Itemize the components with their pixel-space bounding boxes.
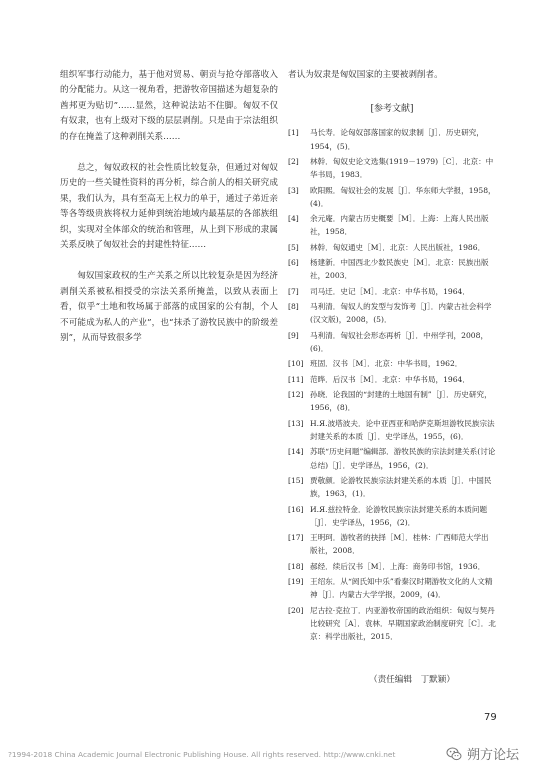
editor-credit: （责任编辑 丁默颖） — [369, 675, 455, 686]
reference-text: 马利清．匈奴社会形态再析［J］．中州学刊，2008，(6)． — [310, 330, 489, 353]
reference-number: [19] — [288, 577, 304, 587]
reference-number: [16] — [288, 504, 304, 514]
reference-number: [5] — [288, 242, 299, 252]
reference-item — [288, 531, 496, 557]
reference-text: И.Я.兹拉特金．论游牧民族宗法封建关系的本质问题［J］．史学译丛，1956，(2)． — [310, 504, 488, 527]
reference-item — [288, 256, 496, 282]
reference-number: [13] — [288, 418, 304, 428]
reference-number: [17] — [288, 533, 304, 543]
reference-number: [18] — [288, 561, 304, 571]
wechat-icon — [446, 746, 462, 762]
reference-text: 马长寿．论匈奴部落国家的奴隶制［J］．历史研究，1954，(5)． — [310, 128, 484, 151]
reference-number: [3] — [288, 185, 299, 195]
watermark-text: 朔方论坛 — [467, 748, 520, 763]
left-column — [60, 68, 278, 347]
reference-number: [9] — [288, 330, 299, 340]
reference-item — [288, 373, 496, 386]
reference-item — [288, 474, 496, 500]
reference-text: 郝经．续后汉书［M］．上海：商务印书馆，1936． — [310, 561, 486, 571]
reference-item — [288, 300, 496, 326]
references-list — [288, 126, 496, 643]
reference-item — [288, 155, 496, 181]
reference-item — [288, 575, 496, 601]
reference-text: 王明珂．游牧者的抉择［M］．桂林：广西师范大学出版社，2008． — [310, 533, 489, 556]
reference-item — [288, 126, 496, 152]
reference-text: 班固．汉书［M］．北京：中华书局，1962． — [310, 359, 463, 369]
reference-item — [288, 604, 496, 644]
reference-text: 司马迁．史记［M］．北京：中华书局，1964． — [310, 286, 470, 296]
reference-item — [288, 417, 496, 443]
reference-item — [288, 241, 496, 254]
reference-number: [2] — [288, 157, 299, 166]
reference-text: 尼古拉·克拉丁．内亚游牧帝国的政治组织：匈奴与契丹比较研究［A］．袁林．早期国家政治制度研究［C］．北京：科学出版社，2015． — [310, 605, 496, 642]
reference-text: Н.Я.波塔波夫．论中亚西亚和哈萨克斯坦游牧民族宗法封建关系的本质［J］．史学译丛，1955，(6)． — [310, 418, 495, 441]
body-paragraph: 组织军事行动能力，基于他对贸易、朝贡与抢夺部落收入的分配能力。从这一视角看，把游牧帝国描述为超复杂的酋邦更为贴切”……显然，这种说法站不住脚。匈奴不仅有奴隶，也有上级对下级的层层剥削。只是由于宗法组织的存在掩盖了这种剥削关系…… — [60, 70, 278, 142]
reference-text: 杨建新．中国西北少数民族史［M］．北京：民族出版社，2003． — [310, 258, 489, 281]
reference-number: [4] — [288, 214, 299, 224]
reference-number: [8] — [288, 302, 299, 312]
references-heading: [参考文献] — [370, 104, 414, 115]
copyright-footer: ?1994-2018 China Academic Journal Electronic Publishing House. All rights reserved. http://www.cnki.net — [8, 750, 396, 759]
body-paragraph: 者认为奴隶是匈奴国家的主要被剥削者。 — [288, 70, 443, 80]
reference-number: [11] — [288, 374, 304, 384]
reference-item — [288, 184, 496, 210]
reference-text: 余元庵．内蒙古历史概要［M］．上海：上海人民出版社，1958． — [310, 214, 489, 237]
reference-text: 欧阳熙．匈奴社会的发展［J］．华东师大学报，1958，(4)． — [310, 185, 496, 208]
reference-text: 范晔．后汉书［M］．北京：中华书局，1964． — [310, 374, 470, 384]
body-paragraph: 总之，匈奴政权的社会性质比较复杂，但通过对匈奴历史的一些关键性资料的再分析，综合前人的相关研究成果，我们认为，具有至高无上权力的单于，通过子弟近亲等各等级贵族将权力延伸到统治地域内最基层的各部族组织，实现对全体部众的统治和管理，从上到下形成的隶属关系反映了匈奴社会的封建性特征…… — [60, 163, 278, 251]
reference-number: [14] — [288, 447, 304, 457]
reference-item — [288, 357, 496, 370]
reference-item — [288, 388, 496, 414]
reference-text: 贾敬颜．论游牧民族宗法封建关系的本质［J］．中国民族，1963，(1)． — [310, 475, 492, 499]
reference-item — [288, 560, 496, 573]
reference-text: 林幹．匈奴通史［M］．北京：人民出版社，1986． — [310, 242, 486, 252]
reference-number: [1] — [288, 128, 299, 138]
reference-text: 苏联“历史问题”编辑部．游牧民族的宗法封建关系(讨论总结)［J］．史学译丛，1956，(2)． — [310, 447, 496, 470]
watermark — [446, 744, 519, 763]
reference-text: 王绍东．从“阏氏知中乐”看秦汉时期游牧文化的人文精神［J］．内蒙古大学学报，2009，(4)． — [310, 577, 493, 600]
right-column — [288, 68, 496, 685]
reference-text: 马利清．匈奴人的发型与发饰考［J］．内蒙古社会科学(汉文版)，2008，(5)． — [310, 302, 492, 325]
reference-number: [10] — [288, 359, 304, 369]
reference-number: [6] — [288, 258, 299, 268]
reference-item — [288, 285, 496, 298]
body-paragraph: 匈奴国家政权的生产关系之所以比较复杂是因为经济剥削关系被私相授受的宗法关系所掩盖，以致从表面上看，似乎“土地和牧场属于部落的成国家的公有制，个人不可能成为私人的产业”，也“抹杀了游牧民族中的阶级差别”，从而导致很多学 — [60, 271, 278, 344]
reference-item — [288, 445, 496, 471]
reference-number: [20] — [288, 605, 304, 615]
reference-number: [12] — [288, 390, 304, 400]
reference-text: 林幹．匈奴史论文选集(1919－1979)［C］．北京：中华书局，1983． — [310, 157, 494, 180]
page-number: 79 — [484, 712, 497, 723]
reference-item — [288, 329, 496, 355]
reference-item — [288, 503, 496, 529]
reference-number: [7] — [288, 286, 299, 296]
reference-text: 孙晓．论我国的“封建的土地国有制”［J］．历史研究，1956，(8)． — [310, 390, 492, 413]
reference-item — [288, 212, 496, 238]
reference-number: [15] — [288, 475, 304, 485]
